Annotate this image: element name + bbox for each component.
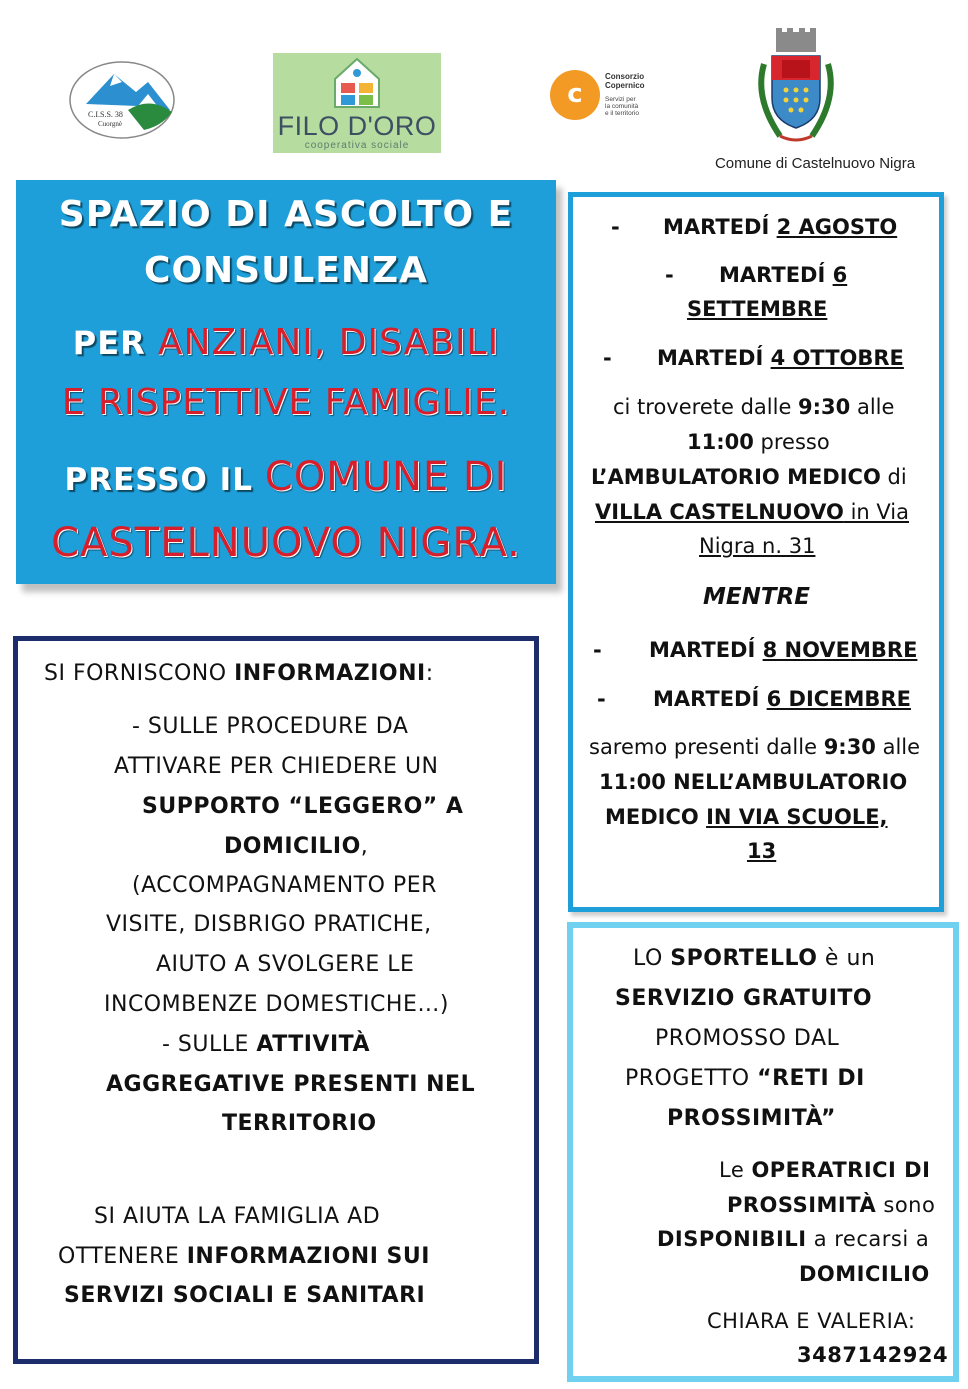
schedule-dash-1: - — [611, 215, 620, 239]
sportello-line1 — [633, 946, 875, 971]
info-heading-text: SI FORNISCONO — [44, 661, 235, 686]
schedule-para2-line2: 11:00 NELL’AMBULATORIO — [599, 770, 908, 794]
sportello-e-un: è un — [817, 946, 876, 971]
title-line-6: CASTELNUOVO NIGRA. — [51, 520, 521, 566]
info-item1-line1: - SULLE PROCEDURE DA — [132, 714, 409, 739]
info-item2-line1 — [162, 1032, 370, 1057]
schedule-p2-presso: presso — [753, 430, 830, 454]
operatrici-le: Le — [719, 1158, 752, 1182]
info-item2-text: - SULLE — [162, 1032, 257, 1057]
info-footer-bold: INFORMAZIONI SUI — [186, 1244, 430, 1269]
schedule-date-1 — [663, 215, 897, 239]
title-line-3 — [16, 322, 556, 363]
sportello-line5: PROSSIMITÀ” — [667, 1106, 836, 1131]
sportello-line2: SERVIZIO GRATUITO — [615, 986, 873, 1011]
info-item1-line4 — [224, 834, 368, 859]
ciss-logo — [66, 52, 184, 144]
schedule-q1-time: 9:30 — [823, 735, 876, 759]
schedule-date-1-date: 2 AGOSTO — [776, 215, 898, 239]
schedule-dash-2: - — [665, 263, 674, 287]
info-item1-line7: AIUTO A SVOLGERE LE — [156, 952, 415, 977]
schedule-dash-3: - — [603, 346, 612, 370]
copernico-c-icon: c — [550, 70, 600, 120]
schedule-date-3 — [657, 346, 904, 370]
schedule-p1-text: ci troverete dalle — [613, 395, 799, 419]
title-panel — [16, 180, 556, 584]
info-item2-bold: ATTIVITÀ — [256, 1032, 370, 1057]
sportello-reti: “RETI DI — [757, 1066, 865, 1091]
sportello-bold: SPORTELLO — [670, 946, 818, 971]
copernico-logo — [550, 66, 654, 122]
schedule-para1-line1 — [613, 395, 894, 419]
copernico-name2: Copernico — [605, 81, 645, 90]
ciss-line1: C.I.S.S. 38 — [88, 110, 123, 119]
info-item1-line3: SUPPORTO “LEGGERO” A — [142, 794, 464, 819]
sportello-line3: PROMOSSO DAL — [655, 1026, 840, 1051]
schedule-date-2-month: SETTEMBRE — [687, 297, 828, 321]
schedule-q3-medico: MEDICO — [605, 805, 707, 829]
info-heading-colon: : — [425, 661, 434, 686]
schedule-date-3-day: MARTEDÍ — [657, 346, 771, 370]
copernico-tag1: Servizi per — [605, 96, 636, 103]
schedule-date-5-day: MARTEDÍ — [653, 687, 767, 711]
schedule-date-2-num: 6 — [832, 263, 848, 287]
schedule-date-5-date: 6 DICEMBRE — [766, 687, 911, 711]
copernico-tag3: e il territorio — [605, 110, 639, 117]
info-item1-line8: INCOMBENZE DOMESTICHE…) — [104, 992, 449, 1017]
operatrici-recarsi: a recarsi a — [806, 1227, 930, 1251]
info-item1-line6: VISITE, DISBRIGO PRATICHE, — [106, 912, 432, 937]
schedule-para2-line1 — [589, 735, 920, 759]
ciss-line2: Cuorgnè — [98, 120, 122, 128]
schedule-p1-alle: alle — [850, 395, 895, 419]
info-item2-line2: AGGREGATIVE PRESENTI NEL — [106, 1072, 476, 1097]
schedule-p1-time: 9:30 — [798, 395, 851, 419]
operatrici-line4: DOMICILIO — [799, 1262, 930, 1286]
schedule-q3-via: IN VIA SCUOLE, — [706, 805, 888, 829]
sportello-box — [567, 922, 959, 1382]
copernico-tag2: la comunità — [605, 103, 639, 110]
sportello-line4 — [625, 1066, 865, 1091]
contact-names: CHIARA E VALERIA: — [707, 1309, 916, 1333]
title-line-2: CONSULENZA — [144, 250, 428, 291]
schedule-date-1-day: MARTEDÍ — [663, 215, 777, 239]
info-domicilio: DOMICILIO — [224, 834, 361, 859]
schedule-date-2-day: MARTEDÍ — [719, 263, 833, 287]
info-item2-line3: TERRITORIO — [222, 1111, 377, 1136]
info-heading — [44, 661, 434, 686]
operatrici-disponibili: DISPONIBILI — [657, 1227, 807, 1251]
schedule-dash-4: - — [593, 638, 602, 662]
info-footer-line2 — [58, 1244, 430, 1269]
schedule-para1-line4 — [595, 500, 909, 524]
info-item1-line2: ATTIVARE PER CHIEDERE UN — [114, 754, 439, 779]
schedule-date-4 — [649, 638, 917, 662]
schedule-para2-line4: 13 — [747, 839, 777, 863]
sportello-progetto: PROGETTO — [625, 1066, 758, 1091]
schedule-date-2 — [719, 263, 847, 287]
operatrici-prossimita: PROSSIMITÀ — [727, 1193, 877, 1217]
schedule-para1-line3 — [591, 465, 907, 489]
filo-doro-sub: cooperativa sociale — [304, 140, 410, 151]
title-line-3-per: PER — [72, 324, 158, 362]
schedule-para2-line3 — [605, 805, 888, 829]
filo-doro-name: FILO D'ORO — [277, 111, 437, 141]
operatrici-bold: OPERATRICI DI — [751, 1158, 931, 1182]
schedule-date-4-day: MARTEDÍ — [649, 638, 763, 662]
operatrici-line3 — [657, 1227, 929, 1251]
schedule-date-5 — [653, 687, 911, 711]
title-line-3-anziani: ANZIANI, DISABILI — [157, 322, 500, 363]
info-domicilio-comma: , — [360, 834, 369, 859]
comune-coat-of-arms — [750, 28, 842, 150]
schedule-mentre: MENTRE — [703, 584, 810, 610]
comune-caption: Comune di Castelnuovo Nigra — [714, 155, 916, 172]
operatrici-line2 — [727, 1193, 935, 1217]
schedule-para1-line5: Nigra n. 31 — [699, 534, 816, 558]
schedule-q1-text: saremo presenti dalle — [589, 735, 824, 759]
operatrici-line1 — [719, 1158, 930, 1182]
title-line-5-presso: PRESSO IL — [64, 462, 265, 498]
info-box — [13, 636, 539, 1364]
schedule-p3-di: di — [880, 465, 907, 489]
info-heading-bold: INFORMAZIONI — [234, 661, 426, 686]
info-footer-line3: SERVIZI SOCIALI E SANITARI — [64, 1283, 426, 1308]
schedule-p3-place: L’AMBULATORIO MEDICO — [591, 465, 881, 489]
operatrici-sono: sono — [876, 1193, 936, 1217]
title-line-5 — [16, 454, 556, 500]
sportello-lo: LO — [633, 946, 671, 971]
schedule-para1-line2 — [687, 430, 830, 454]
copernico-name1: Consorzio — [605, 72, 645, 81]
schedule-p4-via: in Via — [843, 500, 909, 524]
schedule-p2-time: 11:00 — [687, 430, 754, 454]
title-line-5-comune: COMUNE DI — [264, 454, 508, 500]
title-line-1: SPAZIO DI ASCOLTO E — [58, 194, 514, 235]
schedule-q1-alle: alle — [875, 735, 921, 759]
schedule-date-4-date: 8 NOVEMBRE — [762, 638, 918, 662]
schedule-box — [568, 192, 944, 912]
schedule-dash-5: - — [597, 687, 606, 711]
info-item1-line5: (ACCOMPAGNAMENTO PER — [132, 873, 437, 898]
title-line-4: E RISPETTIVE FAMIGLIE. — [61, 382, 511, 423]
info-footer-ottenere: OTTENERE — [58, 1244, 187, 1269]
contact-phone: 3487142924 — [797, 1343, 949, 1367]
info-footer-line1: SI AIUTA LA FAMIGLIA AD — [94, 1204, 381, 1229]
filo-doro-logo — [273, 53, 441, 153]
schedule-date-3-date: 4 OTTOBRE — [770, 346, 904, 370]
schedule-p4-village: VILLA CASTELNUOVO — [595, 500, 844, 524]
